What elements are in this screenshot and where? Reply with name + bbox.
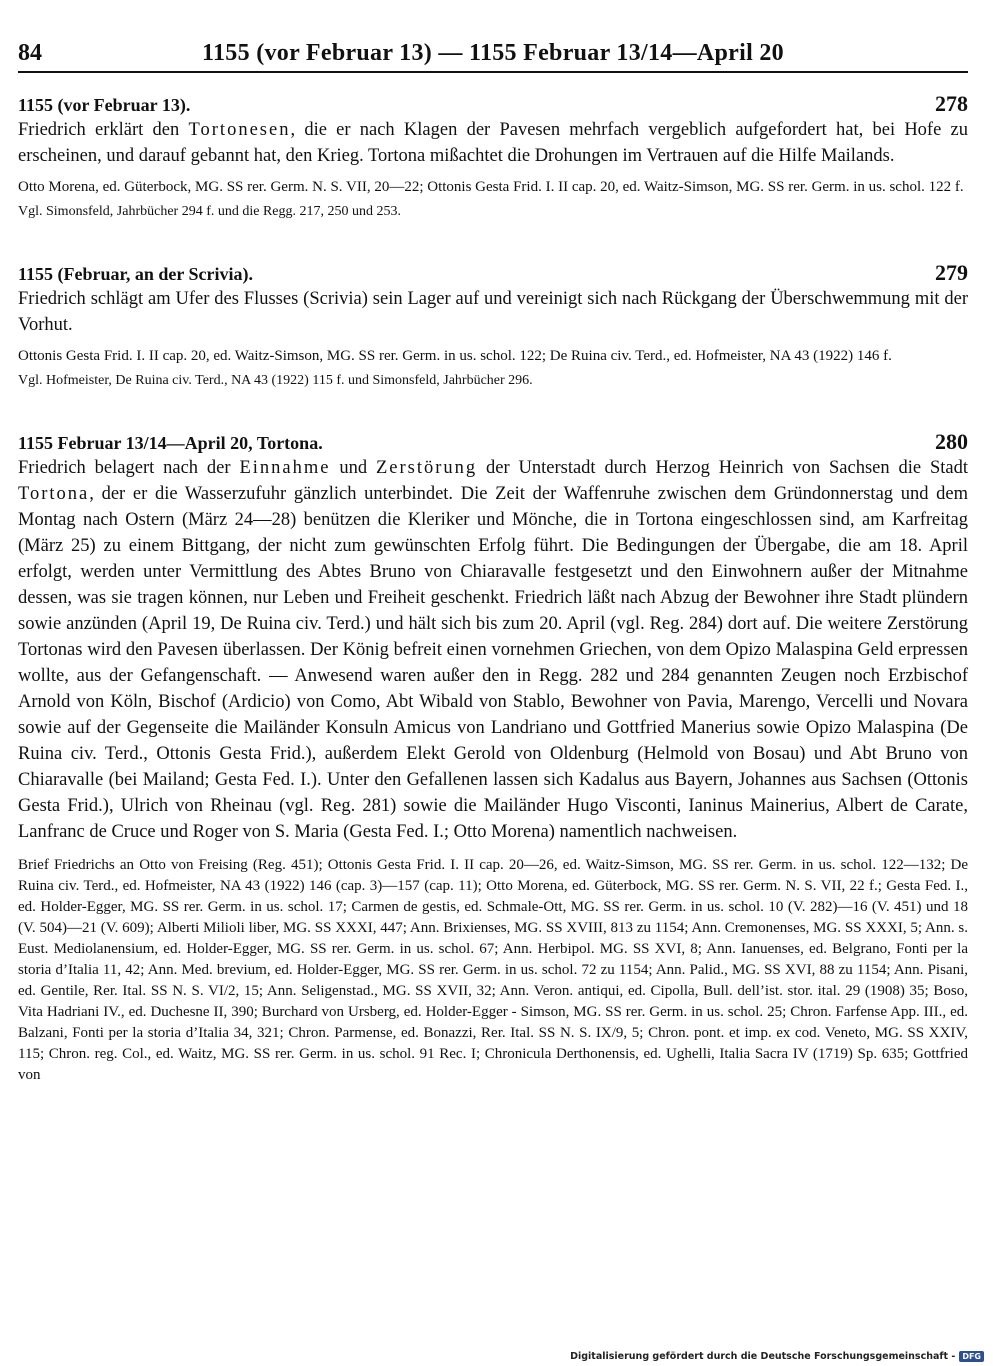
document-page [18,40,968,1086]
entry-number: 280 [935,429,968,454]
entry-number: 279 [935,260,968,285]
summary-text: der Unterstadt durch Herzog Heinrich von Sachsen die Stadt [477,458,968,478]
regest-entry [18,429,968,1086]
summary-spaced-term: Einnahme [239,458,331,478]
summary-spaced-term: Tortonesen [188,120,291,140]
entry-summary [18,455,968,845]
entry-literature: Vgl. Simonsfeld, Jahrbücher 294 f. und die Regg. 217, 250 und 253. [18,204,402,219]
regest-entry [18,91,968,222]
footer-text: Digitalisierung gefördert durch die Deutsche Forschungsgemeinschaft - [570,1351,956,1362]
entry-date: 1155 (Februar, an der Scrivia). [18,264,253,284]
entry-heading [18,429,968,455]
entry-sources: Otto Morena, ed. Güterbock, MG. SS rer. Germ. N. S. VII, 20—22; Ottonis Gesta Frid. I. II cap. 20, ed. Waitz-Simson, MG. SS rer. Germ. in us. schol. 122 f. [18,179,964,195]
regest-entry [18,260,968,391]
entry-date: 1155 Februar 13/14—April 20, Tortona. [18,433,323,453]
entry-date: 1155 (vor Februar 13). [18,95,191,115]
dfg-logo: DFG [959,1351,984,1362]
summary-spaced-term: Tortona [18,484,90,504]
digitization-footer [570,1351,984,1362]
summary-text: Friedrich belagert nach der [18,458,240,478]
summary-text: , die er nach Klagen der Pavesen mehrfach vergeblich aufgefordert hat, bei Hofe zu erscheinen, und darauf gebannt hat, den Krieg. Tortona mißachtet die Drohungen im Vertrauen auf die Hilfe Mailands. [18,120,968,166]
summary-spaced-term: Zerstörung [375,458,478,478]
entry-sources: Brief Friedrichs an Otto von Freising (Reg. 451); Ottonis Gesta Frid. I. II cap. 20—26, ed. Waitz-Simson, MG. SS rer. Germ. in us. schol. 122—132; De Ruina civ. Terd., ed. Hofmeister, NA 43 (1922) 146 (cap. 3)—157 (cap. 11); Otto Morena, ed. Güterbock, MG. SS rer. Germ. N. S. VII, 22 f.; Gesta Fed. I., ed. Holder-Egger, MG. SS rer. Germ. in us. schol. 17; Carmen de gestis, ed. Schmale-Ott, MG. SS rer. Germ. in us. schol. 10 (V. 282)—16 (V. 451) und 18 (V. 504)—21 (V. 609); Alberti Milioli liber, MG. SS XXXI, 447; Ann. Brixienses, MG. SS XVIII, 813 zu 1154; Ann. Cremonenses, MG. SS XXXI, 5; Ann. s. Eust. Mediolanensium, ed. Holder-Egger, MG. SS rer. Germ. in us. schol. 67; Ann. Herbipol. MG. SS XVI, 8; Ann. Ianuenses, ed. Belgrano, Fonti per la storia d’Italia 11, 42; Ann. Med. brevium, ed. Holder-Egger, MG. SS rer. Germ. in us. schol. 72 zu 1154; Ann. Palid., MG. SS XVI, 88 zu 1154; Ann. Pisani, ed. Gentile, Rer. Ital. SS N. S. VI/2, 15; Ann. Seligenstad., MG. SS XVII, 32; Ann. Veron. antiqui, ed. Cipolla, Bull. dell’ist. stor. ital. 29 (1908) 35; Boso, Vita Hadriani IV., ed. Duchesne II, 390; Burchard von Ursberg, ed. Holder-Egger - Simson, MG. SS rer. Germ. in us. schol. 25; Chron. Farfense App. III., ed. Balzani, Fonti per la storia d’Italia 34, 321; Chron. Parmense, ed. Bonazzi, Rer. Ital. SS N. S. IX/9, 5; Chron. pont. et imp. ex cod. Veneto, MG. SS XXIV, 115; Chron. reg. Col., ed. Waitz, MG. SS rer. Germ. in us. schol. 91 Rec. I; Chronicula Derthonensis, ed. Ughelli, Italia Sacra IV (1719) Sp. 635; Gottfried von [18,857,968,1083]
page-number: 84 [18,40,42,66]
entry-heading [18,91,968,117]
running-header [18,40,968,73]
summary-text: und [330,458,376,478]
header-title: 1155 (vor Februar 13) — 1155 Februar 13/14—April 20 [202,40,784,66]
entry-sources: Ottonis Gesta Frid. I. II cap. 20, ed. Waitz-Simson, MG. SS rer. Germ. in us. schol. 122; De Ruina civ. Terd., ed. Hofmeister, NA 43 (1922) 146 f. [18,348,892,364]
entry-summary: Friedrich schlägt am Ufer des Flusses (Scrivia) sein Lager auf und vereinigt sich nach Rückgang der Überschwemmung mit der Vorhut. [18,289,968,335]
summary-text: Friedrich erklärt den [18,120,189,140]
entry-heading [18,260,968,286]
entry-literature: Vgl. Hofmeister, De Ruina civ. Terd., NA 43 (1922) 115 f. und Simonsfeld, Jahrbücher 296. [18,373,533,388]
entry-number: 278 [935,91,968,116]
entry-summary [18,117,968,169]
summary-text: , der er die Wasserzufuhr gänzlich unterbindet. Die Zeit der Waffenruhe zwischen dem Gründonnerstag und dem Montag nach Ostern (März 24—28) benützen die Kleriker und Mönche, die in Tortona eingeschlossen sind, am Karfreitag (März 25) zu einem Bittgang, der nicht zum gewünschten Erfolg führt. Die Bedingungen der Übergabe, die am 18. April erfolgt, werden unter Vermittlung des Abtes Bruno von Chiaravalle festgesetzt und den Einwohnern außer der Mitnahme dessen, was sie tragen können, nur Leben und Freiheit geschenkt. Friedrich läßt nach Abzug der Bewohner ihre Stadt plündern sowie anzünden (April 19, De Ruina civ. Terd.) und hält sich bis zum 20. April (vgl. Reg. 284) dort auf. Die weitere Zerstörung Tortonas wird den Pavesen überlassen. Der König befreit einen vornehmen Griechen, von dem Opizo Malaspina Geld erpressen wollte, aus der Gefangenschaft. — Anwesend waren außer den in Regg. 282 und 284 genannten Zeugen noch Erzbischof Arnold von Köln, Bischof (Ardicio) von Como, Abt Wibald von Stablo, Bewohner von Pavia, Marengo, Vercelli und Novara sowie auf der Gegenseite die Mailänder Konsuln Amicus von Landriano und Gottfried Manerius sowie Opizo Malaspina (De Ruina civ. Terd., Ottonis Gesta Frid.), außerdem Elekt Gerold von Oldenburg (Helmold von Bosau) und Abt Bruno von Chiaravalle (bei Mailand; Gesta Fed. I.). Unter den Gefallenen lassen sich Kadalus aus Bayern, Johannes aus Sachsen (Ottonis Gesta Frid.), Ulrich von Rheinau (vgl. Reg. 281) sowie die Mailänder Hugo Visconti, Ianinus Mainerius, Albert de Carate, Lanfranc de Cruce und Roger von S. Maria (Gesta Fed. I.; Otto Morena) namentlich nachweisen. [18,484,968,842]
